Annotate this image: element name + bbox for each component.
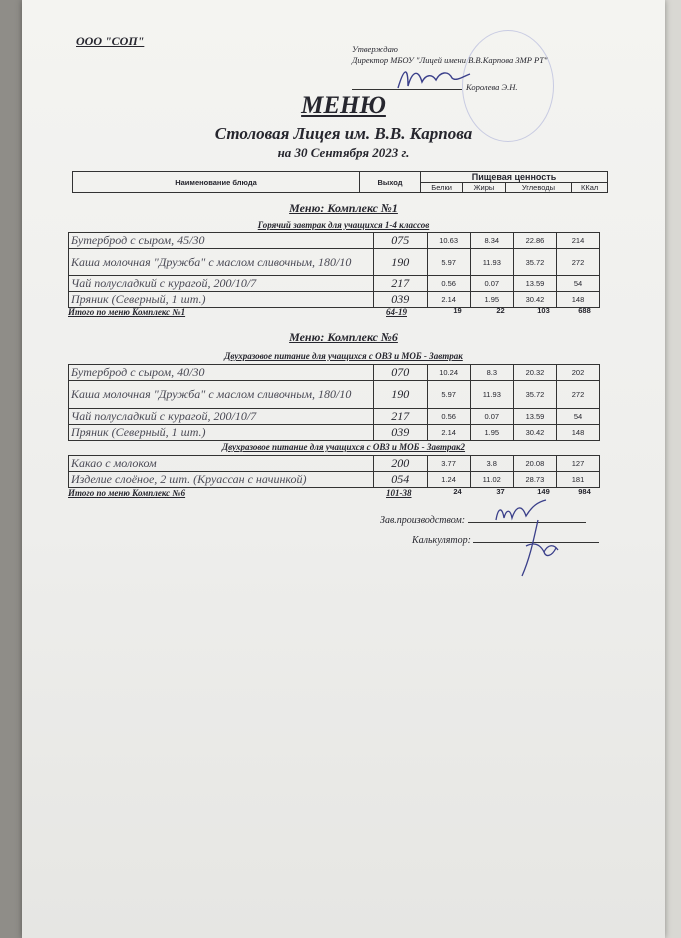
dish-fat: 8.3 (470, 365, 513, 381)
dish-fat: 0.07 (470, 409, 513, 425)
dish-output: 217 (373, 409, 427, 425)
dish-protein: 2.14 (427, 292, 470, 308)
dish-fat: 3.8 (470, 456, 513, 472)
dish-carbs: 28.73 (513, 472, 556, 488)
total-output: 64-19 (386, 307, 407, 317)
table-row (69, 233, 600, 249)
dish-carbs: 13.59 (513, 409, 556, 425)
dish-protein: 0.56 (427, 409, 470, 425)
dish-name: Изделие слоёное, 2 шт. (Круассан с начинкой) (69, 472, 374, 488)
dish-fat: 0.07 (470, 276, 513, 292)
table-row (69, 456, 600, 472)
dish-output: 190 (373, 381, 427, 409)
dish-output: 039 (373, 425, 427, 441)
dish-carbs: 22.86 (513, 233, 556, 249)
calculator-signature (412, 535, 599, 546)
dish-fat: 11.93 (470, 381, 513, 409)
dish-fat: 8.34 (470, 233, 513, 249)
dish-kcal: 54 (557, 409, 600, 425)
dish-fat: 11.02 (470, 472, 513, 488)
dish-name: Пряник (Северный, 1 шт.) (69, 292, 374, 308)
complex6-table-breakfast (68, 364, 600, 441)
total-kcal: 984 (578, 487, 591, 496)
dish-protein: 3.77 (427, 456, 470, 472)
table-row (69, 425, 600, 441)
calculator-signature-mark (510, 518, 566, 580)
total-fat: 37 (496, 487, 505, 496)
col-dish: Наименование блюда (73, 172, 360, 193)
dish-output: 075 (373, 233, 427, 249)
menu-date: на 30 Сентября 2023 г. (277, 145, 410, 160)
total-label: Итого по меню Комплекс №6 (68, 488, 186, 498)
dish-name: Чай полусладкий с курагой, 200/10/7 (69, 276, 374, 292)
complex6-subtitle2: Двухразовое питание для учащихся с ОВЗ и МОБ - Завтрак2 (221, 442, 466, 452)
dish-kcal: 272 (557, 381, 600, 409)
dish-kcal: 148 (557, 425, 600, 441)
column-header (72, 171, 608, 193)
complex1-total (68, 307, 600, 319)
total-label: Итого по меню Комплекс №1 (68, 307, 186, 317)
col-carbs: Углеводы (505, 183, 572, 193)
dish-kcal: 181 (556, 472, 599, 488)
dish-name: Какао с молоком (69, 456, 374, 472)
dish-kcal: 202 (557, 365, 600, 381)
dish-kcal: 54 (557, 276, 600, 292)
dish-name: Бутерброд с сыром, 40/30 (69, 365, 374, 381)
total-fat: 22 (496, 306, 505, 315)
complex1-table (68, 232, 600, 308)
dish-protein: 0.56 (427, 276, 470, 292)
dish-fat: 11.93 (470, 249, 513, 276)
dish-carbs: 20.32 (513, 365, 556, 381)
dish-name: Бутерброд с сыром, 45/30 (69, 233, 374, 249)
dish-kcal: 214 (557, 233, 600, 249)
dish-protein: 2.14 (427, 425, 470, 441)
calculator-label: Калькулятор: (412, 535, 471, 546)
complex6-subtitle1: Двухразовое питание для учащихся с ОВЗ и МОБ - Завтрак (224, 351, 463, 361)
dish-kcal: 148 (557, 292, 600, 308)
dish-output: 217 (373, 276, 427, 292)
table-row (69, 472, 600, 488)
approve-title: Утверждаю (352, 44, 398, 54)
approve-role: Директор МБОУ "Лицей имени В.В.Карпова ЗМР РТ" (352, 55, 548, 65)
dish-carbs: 30.42 (513, 292, 556, 308)
dish-output: 039 (373, 292, 427, 308)
complex1-subtitle: Горячий завтрак для учащихся 1-4 классов (257, 220, 430, 230)
col-kcal: ККал (572, 183, 608, 193)
complex6-title: Меню: Комплекс №6 (289, 330, 398, 344)
dish-output: 070 (373, 365, 427, 381)
table-row (69, 365, 600, 381)
complex6-table-breakfast2 (68, 455, 600, 488)
table-row (69, 381, 600, 409)
col-fat: Жиры (463, 183, 505, 193)
production-label: Зав.производством: (380, 515, 466, 526)
menu-sheet (22, 0, 665, 938)
dish-kcal: 272 (557, 249, 600, 276)
col-output: Выход (360, 172, 421, 193)
dish-protein: 5.97 (427, 249, 470, 276)
dish-name: Каша молочная "Дружба" с маслом сливочным, 180/10 (69, 381, 374, 409)
director-name: Королева Э.Н. (466, 82, 518, 92)
total-protein: 24 (453, 487, 462, 496)
organization-name: ООО "СОП" (76, 34, 145, 48)
dish-carbs: 35.72 (513, 249, 556, 276)
col-nutrition: Пищевая ценность (421, 172, 608, 183)
total-carbs: 103 (537, 306, 550, 315)
dish-kcal: 127 (556, 456, 599, 472)
dish-carbs: 35.72 (513, 381, 556, 409)
dish-protein: 10.24 (427, 365, 470, 381)
total-kcal: 688 (578, 306, 591, 315)
dish-output: 200 (373, 456, 427, 472)
table-row (69, 276, 600, 292)
dish-carbs: 30.42 (513, 425, 556, 441)
dish-protein: 5.97 (427, 381, 470, 409)
dish-output: 190 (373, 249, 427, 276)
dish-protein: 1.24 (427, 472, 470, 488)
table-row (69, 249, 600, 276)
table-row (69, 409, 600, 425)
director-signature (394, 62, 474, 96)
dish-fat: 1.95 (470, 425, 513, 441)
dish-fat: 1.95 (470, 292, 513, 308)
dish-name: Каша молочная "Дружба" с маслом сливочным, 180/10 (69, 249, 374, 276)
complex1-title: Меню: Комплекс №1 (289, 201, 398, 215)
total-output: 101-38 (386, 488, 412, 498)
dish-name: Пряник (Северный, 1 шт.) (69, 425, 374, 441)
dish-protein: 10.63 (427, 233, 470, 249)
school-name: Столовая Лицея им. В.В. Карпова (214, 124, 473, 143)
dish-carbs: 13.59 (513, 276, 556, 292)
dish-name: Чай полусладкий с курагой, 200/10/7 (69, 409, 374, 425)
page-title: МЕНЮ (301, 92, 386, 119)
dish-output: 054 (373, 472, 427, 488)
total-protein: 19 (453, 306, 462, 315)
total-carbs: 149 (537, 487, 550, 496)
col-protein: Белки (421, 183, 463, 193)
dish-carbs: 20.08 (513, 456, 556, 472)
